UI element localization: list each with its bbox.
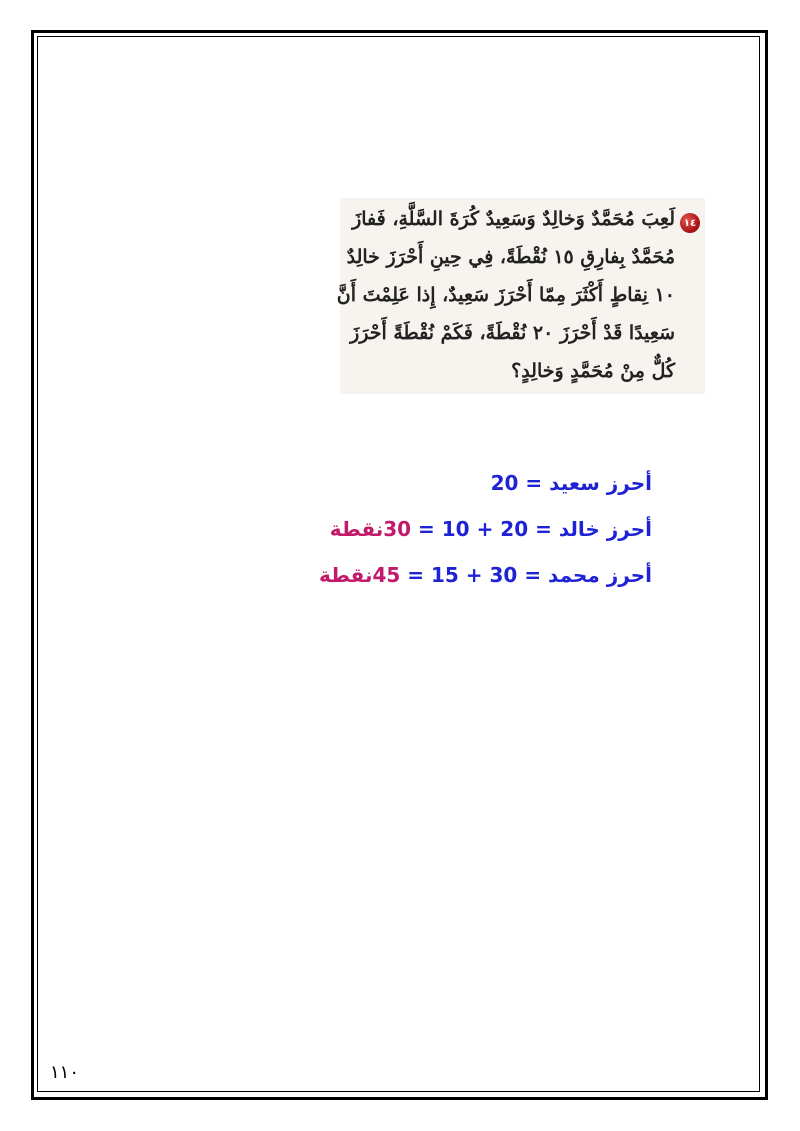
- page-number: ١١٠: [50, 1062, 80, 1083]
- answer-text: أحرز خالد = 20 + 10 =: [411, 517, 652, 541]
- problem-line: لَعِبَ مُحَمَّدٌ وَخالِدٌ وَسَعِيدٌ كُرَةَ السَّلَّةِ، فَفازَ: [352, 208, 675, 230]
- problem-number-badge: ١٤: [680, 213, 700, 233]
- answer-result: 45نقطة: [318, 563, 401, 587]
- problem-line: مُحَمَّدٌ بِفارِقِ ١٥ نُقْطَةً، فِي حِينِ أَحْرَزَ خالِدٌ: [346, 246, 675, 268]
- answer-result: 30نقطة: [329, 517, 412, 541]
- problem-statement: [336, 200, 675, 390]
- problem-line: سَعِيدًا قَدْ أَحْرَزَ ٢٠ نُقْطَةً، فَكَمْ نُقْطَةً أَحْرَزَ: [350, 322, 675, 344]
- answer-line-mohammed: [318, 555, 652, 601]
- answer-text: أحرز محمد = 30 + 15 =: [400, 563, 652, 587]
- solution-block: [318, 463, 652, 601]
- answer-line-saeed: [340, 463, 652, 509]
- answer-line-khaled: [329, 509, 652, 555]
- problem-line: كُلٌّ مِنْ مُحَمَّدٍ وَخالِدٍ؟: [511, 360, 675, 382]
- problem-line: ١٠ نِقاطٍ أَكْثَرَ مِمّا أَحْرَزَ سَعِيدٌ، إِذا عَلِمْتَ أَنَّ: [336, 284, 675, 306]
- answer-text: أحرز سعيد = 20: [490, 471, 652, 495]
